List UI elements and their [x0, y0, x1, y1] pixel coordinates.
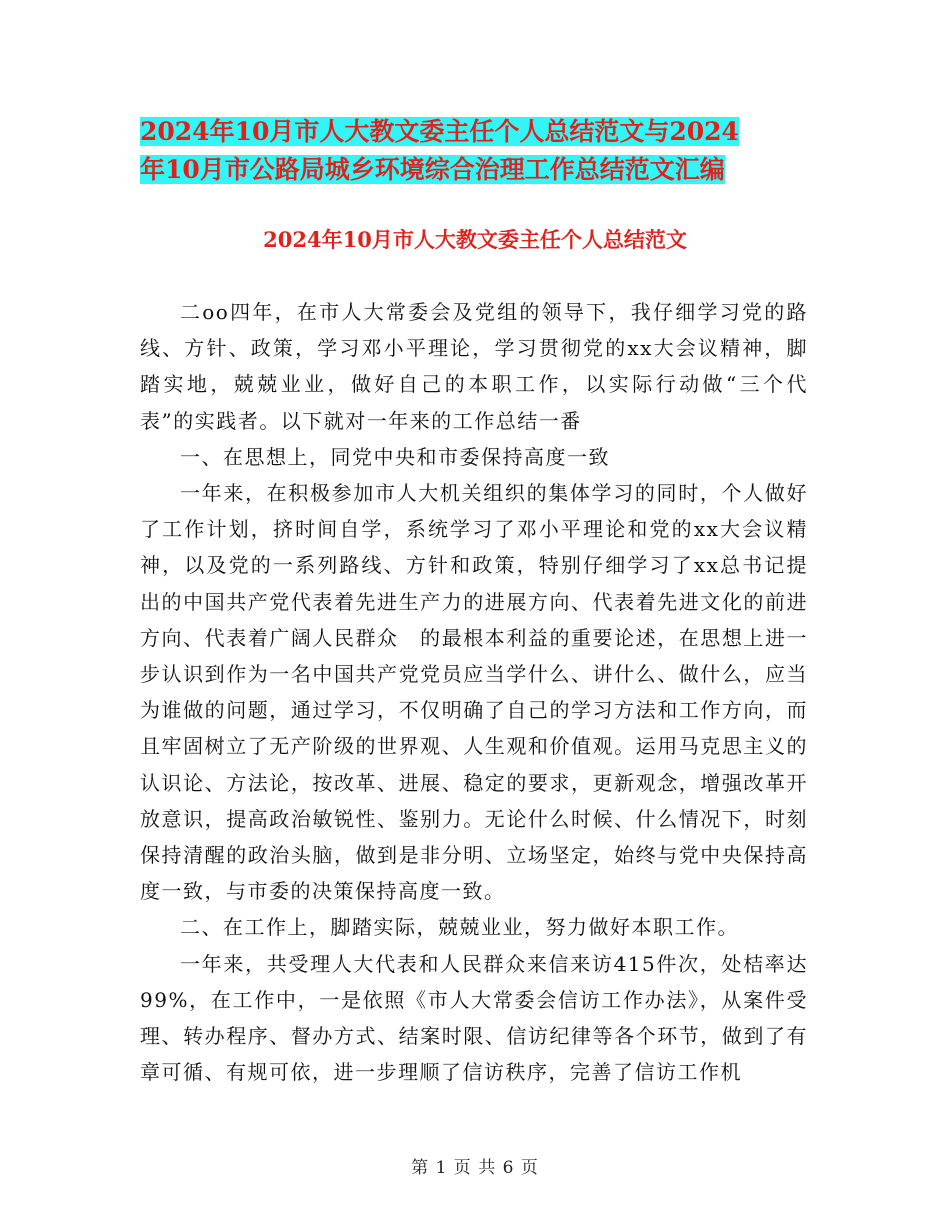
- section-title: 2024年10月市人大教文委主任个人总结范文: [263, 227, 687, 252]
- body-text: [140, 294, 808, 1090]
- document-title: [140, 113, 820, 189]
- document-title-line-1: 2024年10月市人大教文委主任个人总结范文与2024: [140, 117, 739, 146]
- document-title-line-2: 年10月市公路局城乡环境综合治理工作总结范文汇编: [140, 155, 725, 184]
- paragraph: 一年来，共受理人大代表和人民群众来信来访415件次，处桔率达99%，在工作中，一是依照《市人大常委会信访工作办法》，从案件受理、转办程序、督办方式、结案时限、信访纪律等各个环节，做到了有章可循、有规可依，进一步理顺了信访秩序，完善了信访工作机: [140, 951, 808, 1085]
- paragraph: 一年来，在积极参加市人大机关组织的集体学习的同时，个人做好了工作计划，挤时间自学，系统学习了邓小平理论和党的xx大会议精神，以及党的一系列路线、方针和政策，特别仔细学习了xx总书记提出的中国共产党代表着先进生产力的进展方向、代表着先进文化的前进方向、代表着广阔人民群众 的最根本利益的重要论述，在思想上进一步认识到作为一名中国共产党党员应当学什么、讲什么、做什么，应当为谁做的问题，通过学习，不仅明确了自己的学习方法和工作方向，而且牢固树立了无产阶级的世界观、人生观和价值观。运用马克思主义的认识论、方法论，按改革、进展、稳定的要求，更新观念，增强改革开放意识，提高政治敏锐性、鉴别力。无论什么时候、什么情况下，时刻保持清醒的政治头脑，做到是非分明、立场坚定，始终与党中央保持高度一致，与市委的决策保持高度一致。: [140, 481, 808, 904]
- paragraph: 二oo四年，在市人大常委会及党组的领导下，我仔细学习党的路线、方针、政策，学习邓小平理论，学习贯彻党的xx大会议精神，脚踏实地，兢兢业业，做好自己的本职工作，以实际行动做“三个代表”的实践者。以下就对一年来的工作总结一番: [140, 300, 808, 433]
- paragraph: 二、在工作上，脚踏实际，兢兢业业，努力做好本职工作。: [180, 915, 739, 940]
- page-footer: 第 1 页 共 6 页: [411, 1158, 539, 1178]
- paragraph: 一、在思想上，同党中央和市委保持高度一致: [180, 444, 610, 469]
